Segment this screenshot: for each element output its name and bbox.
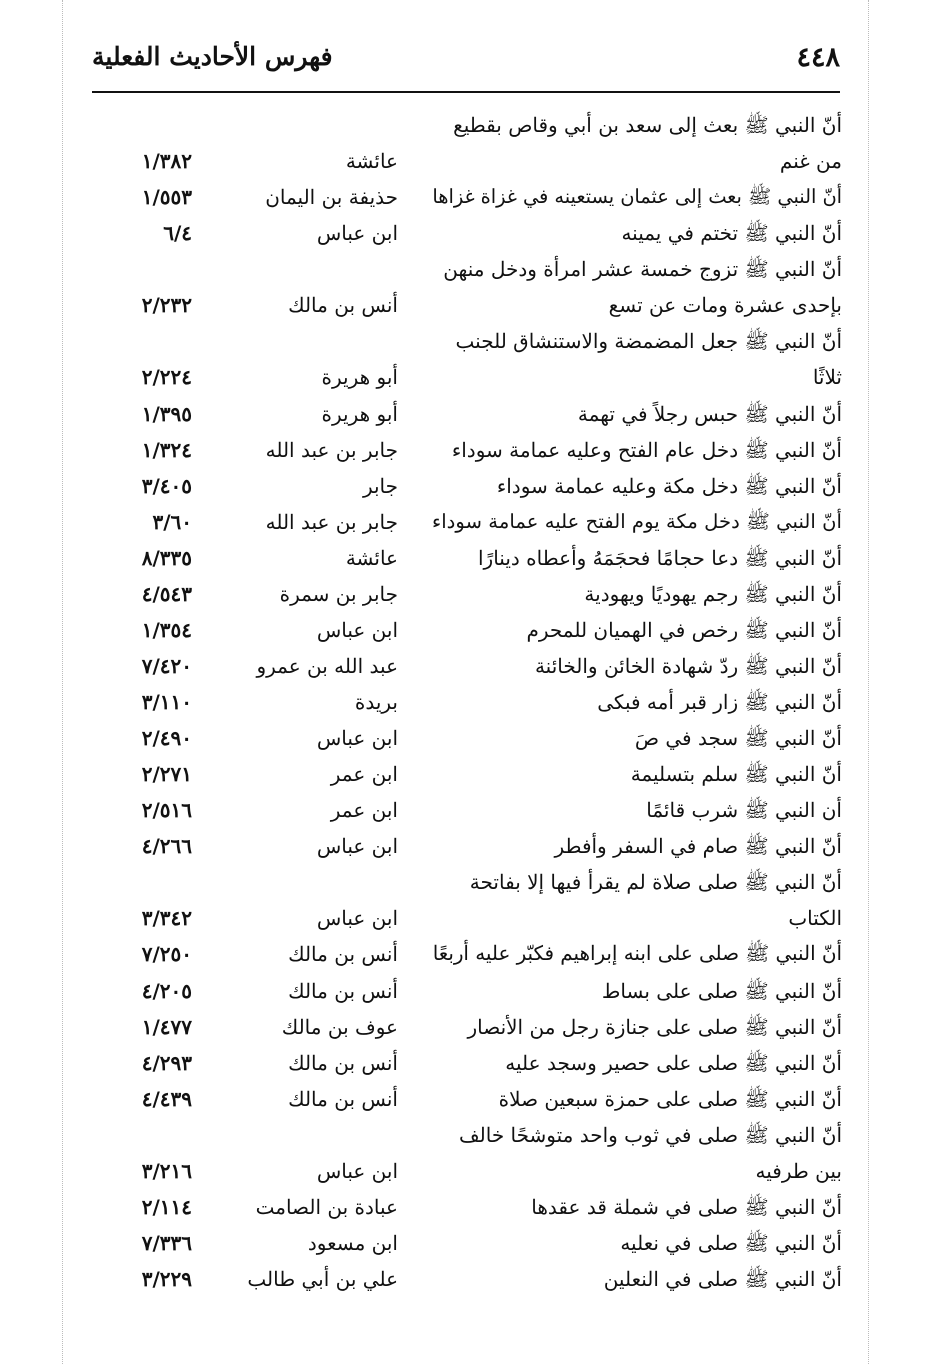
hadith-text: أنّ النبي ﷺ صلى في نعليه [620,1230,842,1255]
hadith-text: أنّ النبي ﷺ سجد في صَ [634,726,842,751]
hadith-text: بإحدى عشرة ومات عن تسع [608,293,842,318]
narrator: جابر بن سمرة [279,581,398,606]
page-header [92,38,840,84]
index-entry-row [92,1045,842,1081]
volume-page-reference: ١/٣٢٤ [141,437,192,462]
hadith-text: أنّ النبي ﷺ ردّ شهادة الخائن والخائنة [534,653,842,678]
hadith-text: أنّ النبي ﷺ جعل المضمضة والاستنشاق للجنب [455,329,842,354]
index-entry-row [92,828,842,864]
index-entry-row [92,720,842,756]
index-entry-row [92,792,842,828]
volume-page-reference: ٢/٢٧١ [141,762,192,787]
index-entry-row [92,756,842,792]
volume-page-reference: ٣/٤٠٥ [141,473,192,498]
index-entry-row [92,612,842,648]
hadith-text: أنّ النبي ﷺ دخل مكة يوم الفتح عليه عمامة سوداء [431,509,842,533]
hadith-text: أنّ النبي ﷺ دعا حجامًا فحجَمَهُ وأعطاه دينارًا [477,545,842,570]
volume-page-reference: ٣/٢١٦ [141,1158,192,1183]
volume-page-reference: ٣/٢٢٩ [141,1267,192,1291]
hadith-text: أنّ النبي ﷺ صلى صلاة لم يقرأ فيها إلا بفاتحة [469,870,842,895]
volume-page-reference: ٧/٤٢٠ [141,653,192,678]
hadith-text: أنّ النبي ﷺ صلى على جنازة رجل من الأنصار [467,1014,842,1039]
index-entry-row [92,251,842,287]
volume-page-reference: ٤/٢٩٣ [141,1050,192,1075]
narrator: بريدة [354,690,398,714]
volume-page-reference: ١/٥٥٣ [141,185,192,210]
hadith-text: أنّ النبي ﷺ تختم في يمينه [621,221,842,246]
volume-page-reference: ٦/٤ [163,221,192,246]
narrator: عوف بن مالك [281,1014,398,1039]
hadith-index-list [92,107,842,1297]
index-entry-row [92,215,842,251]
narrator: علي بن أبي طالب [247,1267,398,1291]
index-entry-row [92,1117,842,1153]
hadith-text: أنّ النبي ﷺ صلى على ابنه إبراهيم فكبّر عليه أربعًا [432,942,842,966]
hadith-text: أنّ النبي ﷺ بعث إلى عثمان يستعينه في غزاة غزاها [432,185,842,209]
narrator: ابن عباس [316,906,398,931]
index-entry-row [92,287,842,323]
index-entry-row [92,1081,842,1117]
narrator: عبد الله بن عمرو [256,653,398,678]
narrator: ابن عمر [330,798,398,823]
index-entry-row [92,468,842,504]
narrator: ابن عباس [316,834,398,859]
index-entry-row [92,396,842,432]
index-entry-row [92,576,842,612]
volume-page-reference: ٨/٣٣٥ [141,545,192,570]
hadith-text: ثلاثًا [812,365,842,390]
narrator: ابن عباس [316,221,398,246]
index-entry-row [92,1225,842,1261]
volume-page-reference: ٤/٢٦٦ [141,834,192,859]
hadith-text: أنّ النبي ﷺ حبس رجلاً في تهمة [577,401,842,426]
narrator: ابن عمر [330,762,398,787]
volume-page-reference: ١/٣٨٢ [141,149,192,174]
volume-page-reference: ٤/٢٠٥ [141,978,192,1003]
volume-page-reference: ١/٣٥٤ [141,617,192,642]
index-entry-row [92,1189,842,1225]
narrator: أنس بن مالك [288,942,398,967]
hadith-text: بين طرفيه [755,1158,842,1183]
narrator: ابن عباس [316,617,398,642]
index-entry-row [92,1261,842,1297]
index-entry-row [92,648,842,684]
hadith-text: أنّ النبي ﷺ صلى في شملة قد عقدها [531,1194,842,1219]
hadith-text: أن النبي ﷺ شرب قائمًا [646,798,842,823]
narrator: أنس بن مالك [288,293,398,318]
narrator: عائشة [345,545,398,570]
hadith-text: أنّ النبي ﷺ صلى في النعلين [603,1267,842,1291]
index-entry-row [92,1153,842,1189]
narrator: أنس بن مالك [288,1086,398,1111]
index-entry-row [92,432,842,468]
running-title: فهرس الأحاديث الفعلية [92,42,333,71]
narrator: ابن عباس [316,1158,398,1183]
narrator: أنس بن مالك [288,978,398,1003]
index-entry-row [92,684,842,720]
narrator: جابر بن عبد الله [265,437,398,462]
hadith-text: أنّ النبي ﷺ تزوج خمسة عشر امرأة ودخل منهن [443,257,842,282]
hadith-text: أنّ النبي ﷺ صام في السفر وأفطر [554,834,842,859]
header-rule [92,91,840,93]
index-entry-row [92,936,842,972]
volume-page-reference: ٣/٦٠ [152,509,192,534]
volume-page-reference: ٢/٥١٦ [141,798,192,823]
hadith-text: أنّ النبي ﷺ زار قبر أمه فبكى [597,690,842,714]
hadith-text: أنّ النبي ﷺ رجم يهوديًا ويهودية [584,581,842,606]
hadith-text: أنّ النبي ﷺ سلم بتسليمة [630,762,842,787]
narrator: ابن مسعود [307,1230,398,1255]
volume-page-reference: ١/٣٩٥ [141,401,192,426]
index-entry-row [92,143,842,179]
page-number: ٤٤٨ [796,42,840,73]
volume-page-reference: ٢/٢٢٤ [141,365,192,390]
index-entry-row [92,107,842,143]
index-entry-row [92,540,842,576]
volume-page-reference: ٢/٤٩٠ [141,726,192,751]
index-entry-row [92,179,842,215]
hadith-text: أنّ النبي ﷺ رخص في الهميان للمحرم [526,617,842,642]
narrator: عبادة بن الصامت [255,1194,398,1219]
volume-page-reference: ٣/١١٠ [141,690,192,714]
index-entry-row [92,504,842,540]
volume-page-reference: ٢/١١٤ [141,1194,192,1219]
volume-page-reference: ٧/٣٣٦ [141,1230,192,1255]
narrator: ابن عباس [316,726,398,751]
hadith-text: أنّ النبي ﷺ صلى في ثوب واحد متوشحًا خالف [458,1122,842,1147]
volume-page-reference: ١/٤٧٧ [141,1014,192,1039]
index-entry-row [92,359,842,395]
narrator: أبو هريرة [321,401,398,426]
hadith-text: أنّ النبي ﷺ صلى على حمزة سبعين صلاة [498,1086,842,1111]
volume-page-reference: ٣/٣٤٢ [141,906,192,931]
index-entry-row [92,1009,842,1045]
volume-page-reference: ٤/٤٣٩ [141,1086,192,1111]
index-entry-row [92,864,842,900]
hadith-text: أنّ النبي ﷺ صلى على بساط [601,978,842,1003]
index-entry-row [92,973,842,1009]
index-entry-row [92,900,842,936]
hadith-text: أنّ النبي ﷺ صلى على حصير وسجد عليه [505,1050,842,1075]
hadith-text: أنّ النبي ﷺ دخل عام الفتح وعليه عمامة سوداء [451,437,842,462]
scan-margin-line [868,0,869,1364]
index-entry-row [92,323,842,359]
narrator: أنس بن مالك [288,1050,398,1075]
volume-page-reference: ٢/٢٣٢ [141,293,192,318]
narrator: عائشة [345,149,398,174]
volume-page-reference: ٧/٢٥٠ [141,942,192,967]
volume-page-reference: ٤/٥٤٣ [141,581,192,606]
narrator: جابر [362,473,398,498]
hadith-text: أنّ النبي ﷺ بعث إلى سعد بن أبي وقاص بقطيع [453,113,842,137]
hadith-text: أنّ النبي ﷺ دخل مكة وعليه عمامة سوداء [496,473,842,498]
narrator: أبو هريرة [321,365,398,390]
hadith-text: من غنم [779,149,842,174]
scan-margin-line [62,0,63,1364]
narrator: جابر بن عبد الله [265,509,398,534]
narrator: حذيفة بن اليمان [265,185,398,210]
hadith-text: الكتاب [788,906,842,931]
